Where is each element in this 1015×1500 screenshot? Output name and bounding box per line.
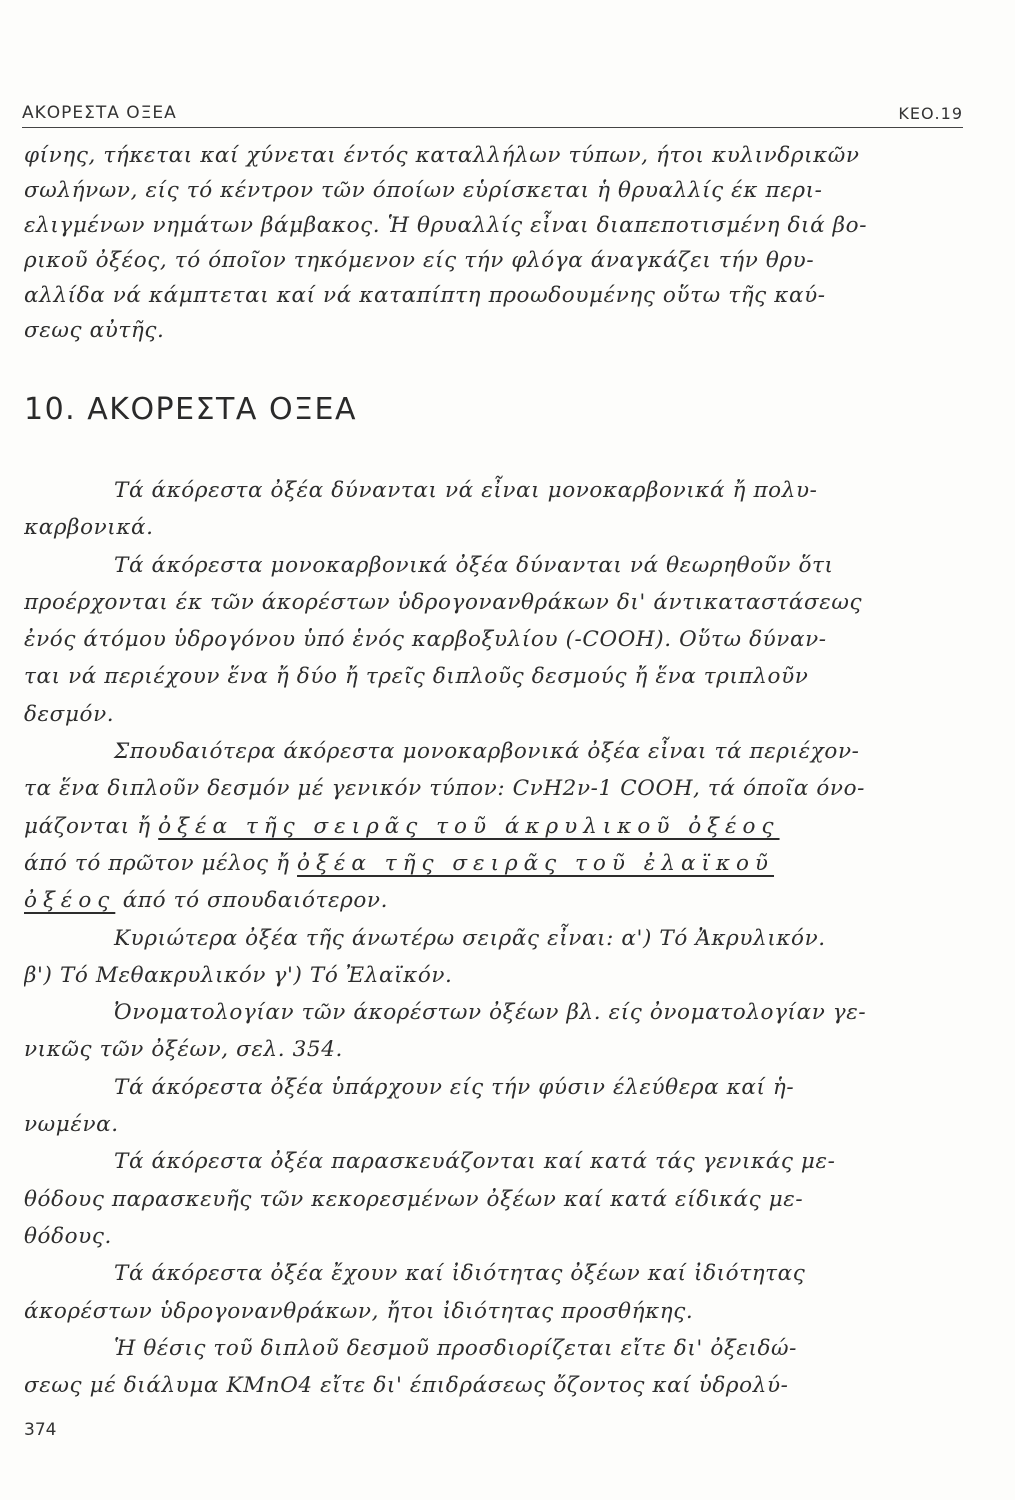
text-line: Σπουδαιότερα άκόρεστα μονοκαρβονικά ὀξέα εἶναι τά περιέχον- xyxy=(114,739,860,765)
text-line: θόδους παρασκευῆς τῶν κεκορεσμένων ὀξέων καί κατά είδικάς με- xyxy=(24,1186,804,1212)
text-line: ρικοῦ ὀξέος, τό όποῖον τηκόμενον είς τήν φλόγα άναγκάζει τήν θρυ- xyxy=(24,248,815,273)
text-line: νωμένα. xyxy=(24,1112,119,1138)
text-line: σωλήνων, είς τό κέντρον τῶν όποίων εὑρίσκεται ἡ θρυαλλίς έκ περι- xyxy=(24,178,823,203)
text-line: προέρχονται έκ τῶν άκορέστων ὑδρογονανθράκων δι' άντικαταστάσεως xyxy=(24,589,863,615)
text-line xyxy=(24,845,992,882)
header-title: ΑΚΟΡΕΣΤΑ ΟΞΕΑ xyxy=(22,103,177,123)
text-line xyxy=(24,808,992,845)
header-page-code: ΚΕΟ.19 xyxy=(898,104,963,123)
text-line: ελιγμένων νημάτων βάμβακος. Ἡ θρυαλλίς εἶναι διαπεποτισμένη διά βο- xyxy=(24,213,868,238)
text-fragment: μάζονται ἤ xyxy=(24,813,159,839)
text-fragment: άπό τό σπουδαιότερον. xyxy=(115,888,389,914)
text-line: άκορέστων ὑδρογονανθράκων, ἤτοι ἰδιότητας προσθήκης. xyxy=(24,1298,694,1324)
text-line: Τά άκόρεστα ὀξέα δύνανται νά εἶναι μονοκαρβονικά ἤ πολυ- xyxy=(114,478,818,503)
text-line: ἐνός άτόμου ὑδρογόνου ὑπό ἑνός καρβοξυλίου (-COOH). Οὕτω δύναν- xyxy=(24,627,827,653)
text-line: β') Τό Μεθακρυλικόν γ') Τό Ἐλαϊκόν. xyxy=(24,962,453,988)
text-line: Τά άκόρεστα ὀξέα ὑπάρχουν είς τήν φύσιν έλεύθερα καί ἡ- xyxy=(114,1074,795,1100)
text-line: νικῶς τῶν ὀξέων, σελ. 354. xyxy=(24,1037,343,1063)
text-line: Τά άκόρεστα ὀξέα ἔχουν καί ἰδιότητας ὀξέων καί ἰδιότητας xyxy=(114,1261,806,1287)
text-line: θόδους. xyxy=(24,1223,112,1249)
text-line: σεως μέ διάλυμα ΚΜnO4 εἴτε δι' έπιδράσεως ὄζοντος καί ὑδρολύ- xyxy=(24,1373,789,1399)
text-line: ται νά περιέχουν ἕνα ἤ δύο ἤ τρεῖς διπλοῦς δεσμούς ἤ ἕνα τριπλοῦν xyxy=(24,664,809,690)
text-line: φίνης, τήκεται καί χύνεται έντός καταλλήλων τύπων, ήτοι κυλινδρικῶν xyxy=(24,143,860,168)
text-line: Ἡ θέσις τοῦ διπλοῦ δεσμοῦ προσδιορίζεται εἴτε δι' ὀξειδώ- xyxy=(114,1335,798,1361)
text-fragment: άπό τό πρῶτον μέλος ἤ xyxy=(24,850,298,876)
text-line: Ὀνοματολογίαν τῶν άκορέστων ὀξέων βλ. είς ὀνοματολογίαν γε- xyxy=(114,1000,867,1026)
text-line: καρβονικά. xyxy=(24,515,154,541)
intro-paragraph xyxy=(24,138,992,348)
text-line: σεως αὐτῆς. xyxy=(24,318,165,343)
section-body xyxy=(24,472,992,1404)
text-line: Τά άκόρεστα ὀξέα παρασκευάζονται καί κατά τάς γενικάς με- xyxy=(114,1149,836,1175)
text-line xyxy=(24,882,992,919)
text-line: Τά άκόρεστα μονοκαρβονικά ὀξέα δύνανται νά θεωρηθοῦν ὅτι xyxy=(114,552,834,578)
underlined-term: ὀξέα τῆς σειρᾶς τοῦ άκρυλικοῦ ὀξέος xyxy=(158,813,780,839)
underlined-term: ὀξέος xyxy=(24,888,116,914)
text-line: Κυριώτερα ὀξέα τῆς άνωτέρω σειρᾶς εἶναι: α') Τό Ἀκρυλικόν. xyxy=(114,925,826,951)
text-line: αλλίδα νά κάμπτεται καί νά καταπίπτη προωδουμένης οὕτω τῆς καύ- xyxy=(24,283,826,308)
text-line: τα ἕνα διπλοῦν δεσμόν μέ γενικόν τύπον: CνH2ν-1 COOH, τά όποῖα όνο- xyxy=(24,776,865,802)
text-line: δεσμόν. xyxy=(24,701,115,727)
section-heading: 10. ΑΚΟΡΕΣΤΑ ΟΞΕΑ xyxy=(24,392,357,427)
page-number: 374 xyxy=(24,1420,57,1440)
underlined-term: ὀξέα τῆς σειρᾶς τοῦ ἐλαϊκοῦ xyxy=(297,850,775,876)
running-header xyxy=(22,95,963,128)
